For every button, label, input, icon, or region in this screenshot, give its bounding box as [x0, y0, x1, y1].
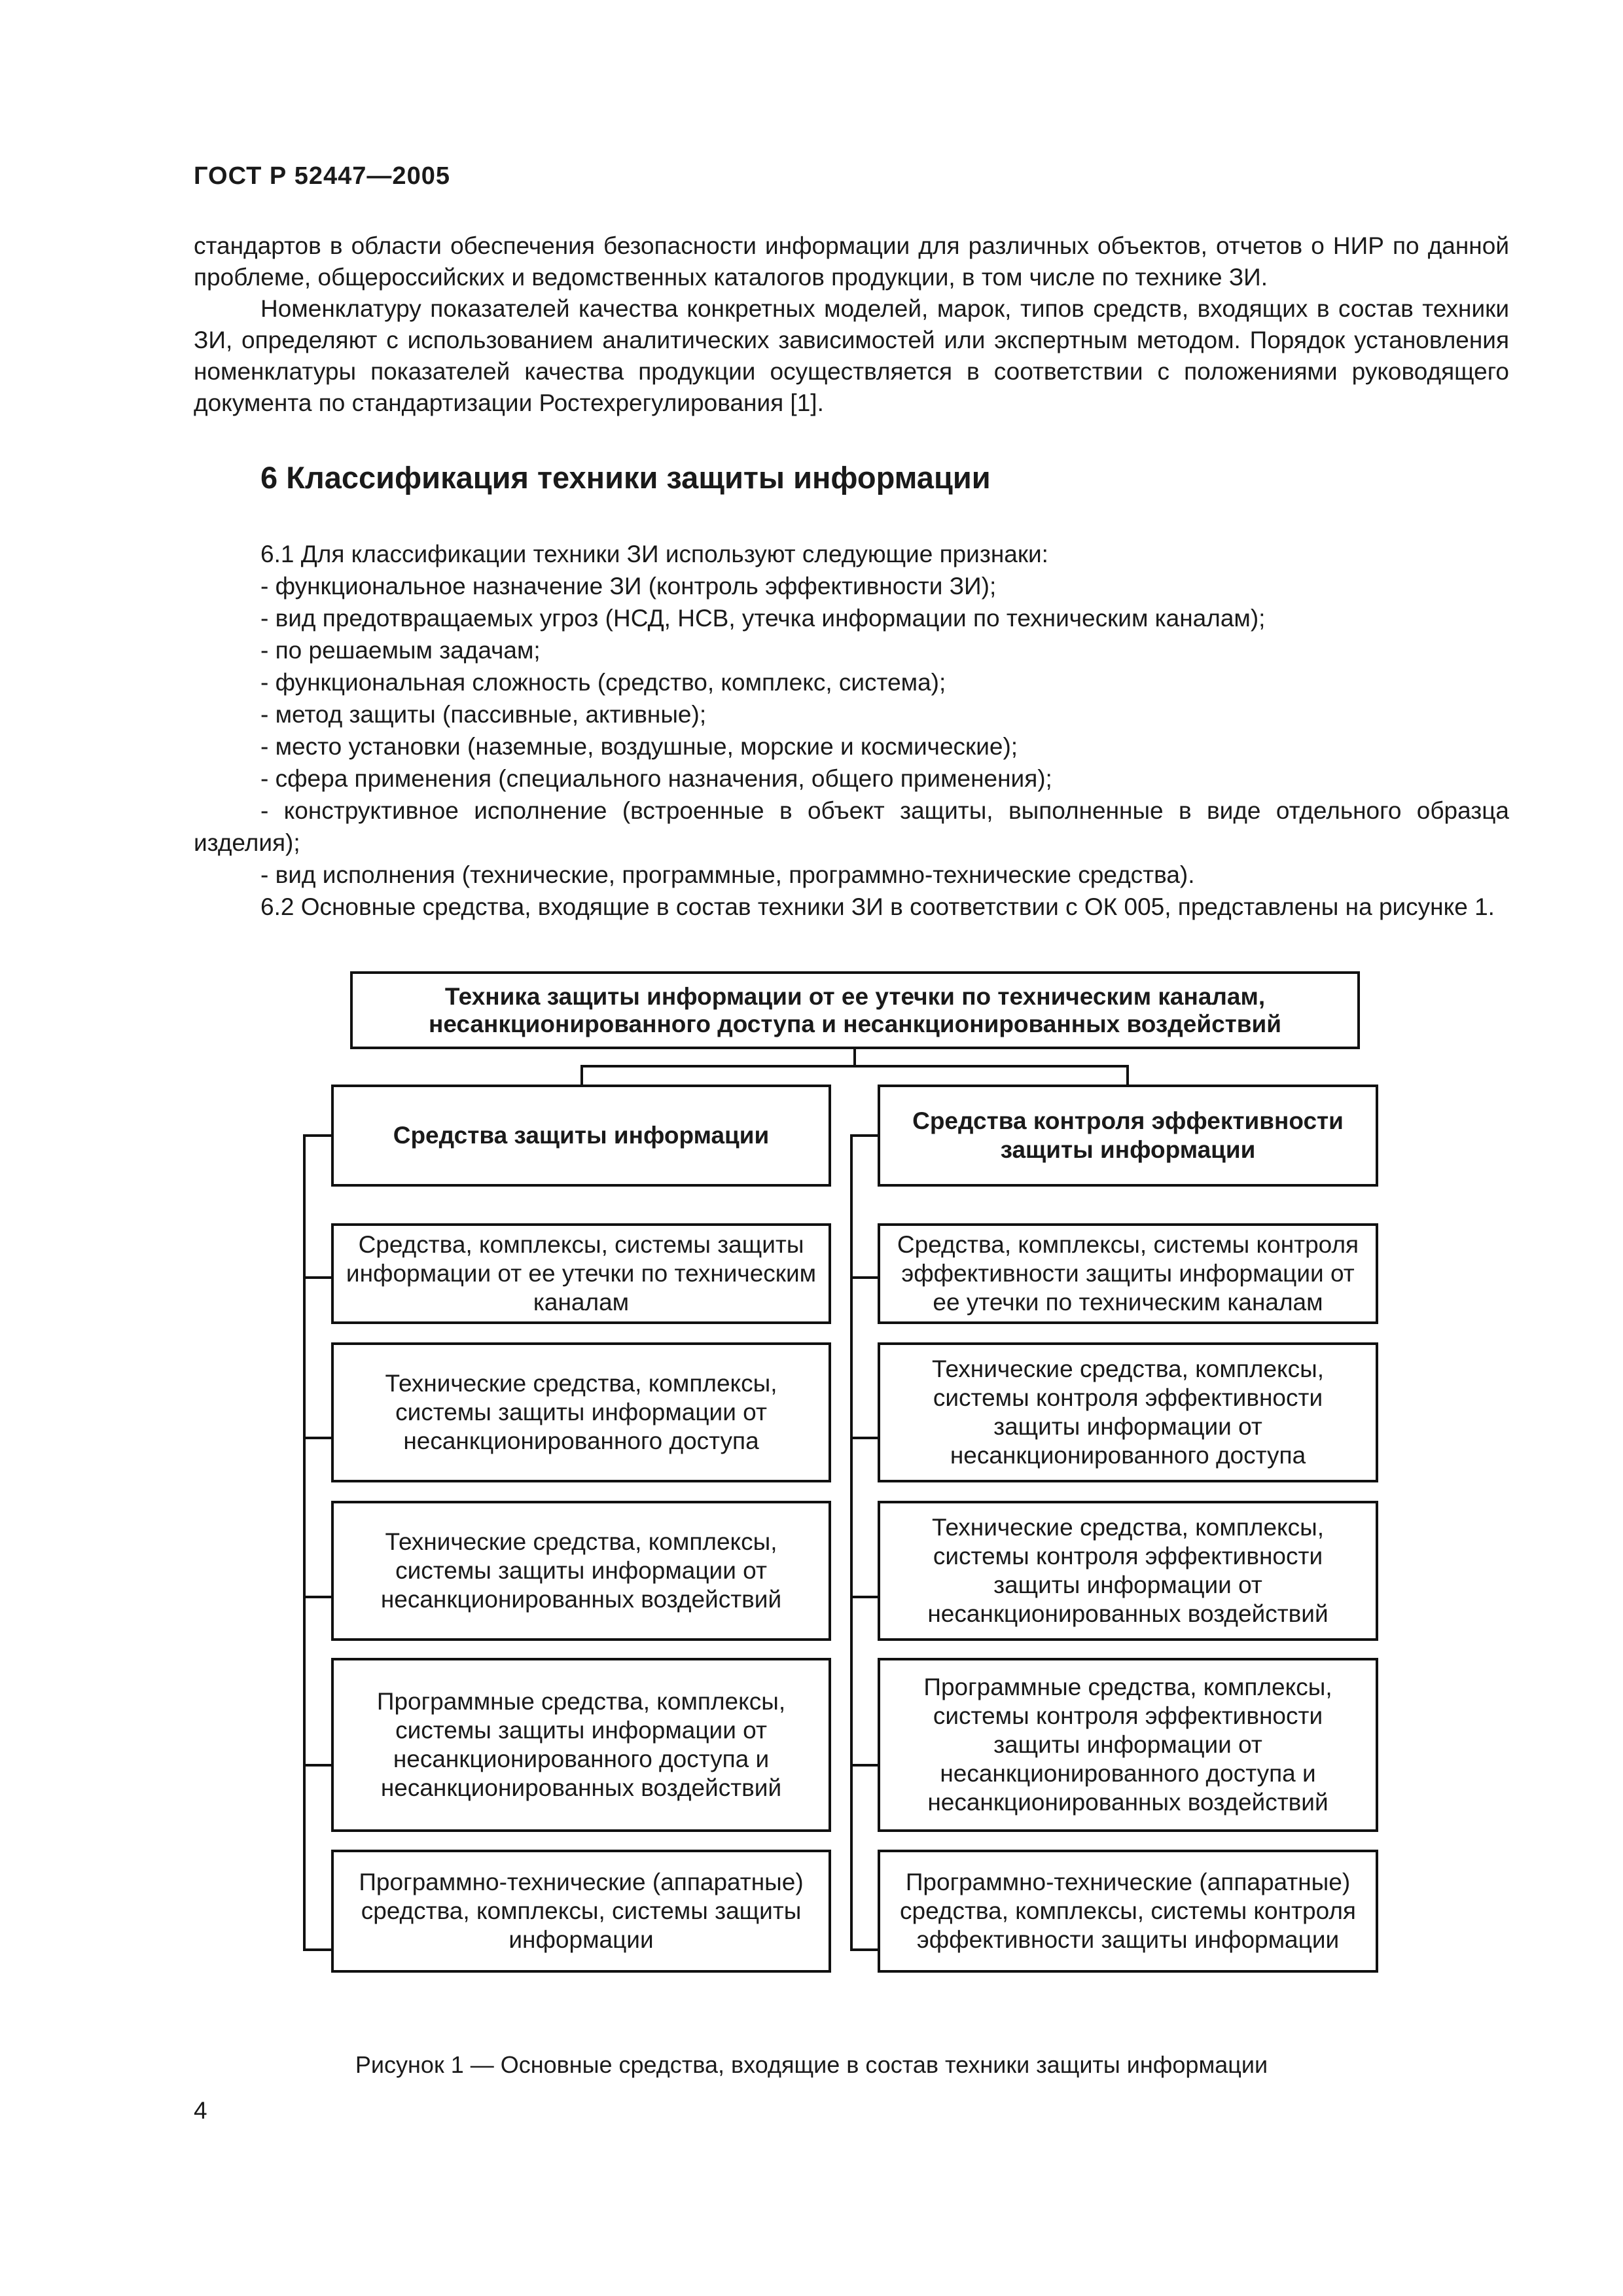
intro-paragraph-1: стандартов в области обеспечения безопасности информации для различных объектов, отчетов о НИР по данной проблеме, общероссийских и ведомственных каталогов продукции, в том числе по технике ЗИ. — [194, 232, 1509, 291]
section-title: 6 Классификация техники защиты информации — [260, 460, 991, 495]
right-item-box: Программно-технические (аппаратные) средства, комплексы, системы контроля эффективности защиты информации — [878, 1850, 1378, 1973]
connector-line — [303, 1596, 332, 1598]
right-spine-line — [850, 1134, 853, 1951]
right-head-box: Средства контроля эффективности защиты информации — [878, 1085, 1378, 1187]
connector-line — [303, 1437, 332, 1439]
connector-line — [580, 1065, 583, 1086]
left-spine-line — [303, 1134, 306, 1951]
document-header: ГОСТ Р 52447—2005 — [194, 162, 450, 190]
left-item-box: Технические средства, комплексы, системы защиты информации от несанкционированных воздействий — [331, 1501, 831, 1641]
connector-line — [850, 1437, 879, 1439]
figure-caption: Рисунок 1 — Основные средства, входящие в состав техники защиты информации — [355, 2051, 1268, 2078]
list-item: - функциональная сложность (средство, комплекс, система); — [260, 669, 946, 696]
list-item: - сфера применения (специального назначения, общего применения); — [260, 765, 1052, 792]
classification-list — [194, 538, 1509, 923]
diagram-top-box: Техника защиты информации от ее утечки по техническим каналам, несанкционированного доступа и несанкционированных воздействий — [350, 971, 1360, 1049]
page-number: 4 — [194, 2097, 207, 2124]
list-intro: 6.1 Для классификации техники ЗИ используют следующие признаки: — [260, 541, 1048, 567]
connector-line — [303, 1948, 332, 1951]
connector-line — [303, 1134, 332, 1137]
left-item-box: Программные средства, комплексы, системы защиты информации от несанкционированного доступа и несанкционированных воздействий — [331, 1658, 831, 1832]
right-item-box: Средства, комплексы, системы контроля эффективности защиты информации от ее утечки по техническим каналам — [878, 1223, 1378, 1324]
connector-line — [850, 1134, 879, 1137]
connector-line — [850, 1764, 879, 1767]
intro-text — [194, 230, 1509, 419]
connector-line — [850, 1276, 879, 1279]
right-item-box: Технические средства, комплексы, системы контроля эффективности защиты информации от несанкционированного доступа — [878, 1342, 1378, 1482]
connector-line — [1126, 1065, 1129, 1086]
connector-line — [580, 1065, 1129, 1067]
left-item-box: Средства, комплексы, системы защиты информации от ее утечки по техническим каналам — [331, 1223, 831, 1324]
left-item-box: Технические средства, комплексы, системы защиты информации от несанкционированного доступа — [331, 1342, 831, 1482]
paragraph-6-2: 6.2 Основные средства, входящие в состав техники ЗИ в соответствии с ОК 005, представлены на рисунке 1. — [260, 893, 1495, 920]
list-item: - место установки (наземные, воздушные, морские и космические); — [260, 733, 1018, 760]
list-item: - метод защиты (пассивные, активные); — [260, 701, 707, 728]
connector-line — [850, 1596, 879, 1598]
right-item-box: Программные средства, комплексы, системы контроля эффективности защиты информации от несанкционированного доступа и несанкционированных воздействий — [878, 1658, 1378, 1832]
intro-paragraph-2: Номенклатуру показателей качества конкретных моделей, марок, типов средств, входящих в состав техники ЗИ, определяют с использованием аналитических зависимостей или экспертным методом. Порядок установления номенклатуры показателей качества продукции осуществляется в соответствии с положениями руководящего документа по стандартизации Ростехрегулирования [1]. — [194, 295, 1509, 416]
right-item-box: Технические средства, комплексы, системы контроля эффективности защиты информации от несанкционированных воздействий — [878, 1501, 1378, 1641]
connector-line — [853, 1049, 856, 1066]
list-item: - по решаемым задачам; — [260, 637, 541, 664]
connector-line — [850, 1948, 879, 1951]
list-item: - функциональное назначение ЗИ (контроль эффективности ЗИ); — [260, 573, 997, 600]
left-item-box: Программно-технические (аппаратные) средства, комплексы, системы защиты информации — [331, 1850, 831, 1973]
connector-line — [303, 1276, 332, 1279]
list-item: - вид исполнения (технические, программные, программно-технические средства). — [260, 861, 1195, 888]
connector-line — [303, 1764, 332, 1767]
list-item: - конструктивное исполнение (встроенные в объект защиты, выполненные в виде отдельного образца изделия); — [194, 797, 1509, 856]
list-item: - вид предотвращаемых угроз (НСД, НСВ, утечка информации по техническим каналам); — [260, 605, 1266, 632]
left-head-box: Средства защиты информации — [331, 1085, 831, 1187]
